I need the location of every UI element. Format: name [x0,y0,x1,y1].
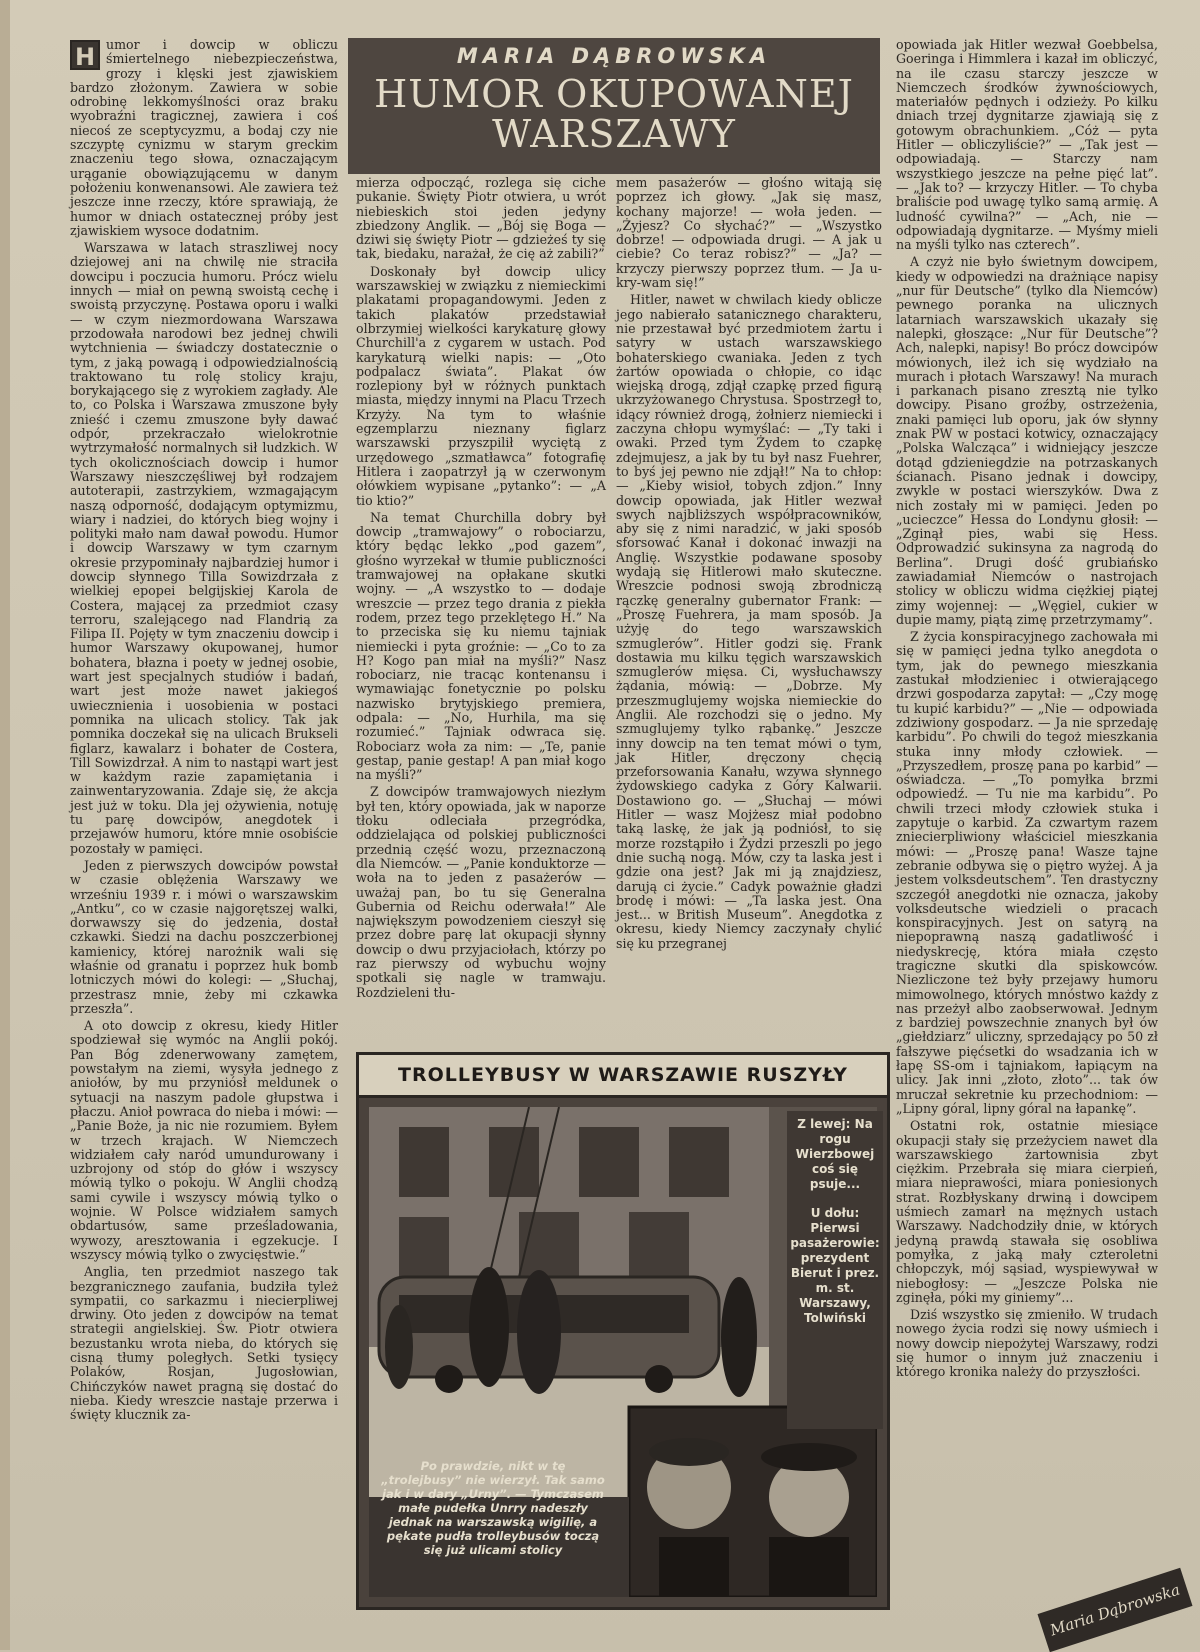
side-caption-1: Z lewej: Na rogu Wierzbowej coś się psuje... [795,1117,875,1191]
mid-a-paragraph-1: mierza odpocząć, rozlega się ciche pukanie. Święty Piotr otwiera, u wrót niebieskich stoi jeden jedyny zbiedzony Anglik. — „Bój się Boga — dziwi się święty Piotr — gdzieżeś ty się tak, biedaku, narażał, że cię aż zabili?” [356,175,606,262]
page-fold-shadow [0,0,10,1650]
middle-column-a [356,176,606,1003]
right-column [896,38,1158,1383]
article-title-line-1: HUMOR OKUPOWANEJ [374,72,854,116]
middle-column-b [616,176,882,954]
author-name: MARIA DĄBROWSKA [456,44,772,68]
bottom-caption: Po prawdzie, nikt w tę „trolejbusy” nie wierzył. Tak samo jak i w dary „Urny”. — Tymczasem małe pudełka Unrry nadeszły jednak na warszawską wigilię, a pękate pudła trolleybusów toczą się już ulicami stolicy [381,1459,605,1557]
article-title [348,74,880,154]
author-signature: Maria Dąbrowska [1037,1568,1192,1652]
side-caption [787,1111,883,1429]
left-paragraph-5: Anglia, ten przedmiot naszego tak bezgranicznego zaufania, budziła tyleż sympatii, co sarkazmu i niecierpliwej drwiny. Oto jeden z dowcipów na temat strategii angielskiej. Św. Piotr otwiera bezustanku wrota nieba, do których się cisną tłumy poległych. Setki tysięcy Polaków, Rosjan, Jugosłowian, Chińczyków nawet pragną się dostać do nieba. Kiedy wreszcie nastaje przerwa i święty klucznik za- [70,1264,338,1423]
article-title-line-2: WARSZAWY [492,112,736,156]
right-paragraph-5: Dziś wszystko się zmieniło. W trudach nowego życia rodzi się nowy uśmiech i nowy dowcip niepożytej Warszawy, rodzi się humor o innym już znaczeniu i którego kronika należy do przyszłości. [896,1307,1158,1380]
left-paragraph-4: A oto dowcip z okresu, kiedy Hitler spodziewał się wymóc na Anglii pokój. Pan Bóg zdenerwowany zamętem, powstałym na ziemi, wysyła jednego z aniołów, by mu przyniósł meldunek o sytuacji na naszym padole głupstwa i płaczu. Anioł powraca do nieba i mówi: — „Panie Boże, ja nic nie rozumiem. Byłem w trzech krajach. W Niemczech widziałem cały naród umundurowany i uzbrojony od stóp do głów i wszyscy mówią tylko o pokoju. W Anglii chodzą sami cywile i wszyscy mówią tylko o wojnie. W Polsce widziałem samych obdartusów, same prześladowania, wywozy, aresztowania i egzekucje. I wszyscy mówią tylko o zwycięstwie.” [70,1018,338,1262]
right-paragraph-2: A czyż nie było świetnym dowcipem, kiedy w odpowiedzi na drażniące napisy „nur für Deutsche” (tylko dla Niemców) pewnego poranka na ulicznych latarniach warszawskich ukazały się nalepki, głoszące: „Nur für Deutsche”? Ach, nalepki, napisy! Bo prócz dowcipów mówionych, ileż ich się wydziało na murach i płotach Warszawy! Na murach i parkanach pisano zresztą nie tylko dowcipy. Pisano groźby, ostrzeżenia, znaki pamięci lub oporu, jak ów słynny znak PW w postaci kotwicy, oznaczający „Polska Walcząca” i widniejący jeszcze dotąd gdzieniegdzie na potrzaskanych ścianach. Pisano jednak i dowcipy, zwykle w postaci wierszyków. Dwa z nich zostały mi w pamięci. Jeden po „ucieczce” Hessa do Londynu głosił: — „Zginął pies, wabi się Hess. Odprowadzić sukinsyna za nagrodą do Berlina”. Drugi dość grubiańsko zawiadamiał Niemców o nastrojach stolicy w obliczu widma ciężkiej piątej zimy wojennej: — „Węgiel, cukier w dupie mamy, piątą zimę przetrzymamy”. [896,254,1158,627]
photo-feature [356,1052,890,1610]
mid-b-paragraph-2: Hitler, nawet w chwilach kiedy oblicze jego nabierało satanicznego charakteru, nie przestawał być przedmiotem żartu i satyry w ustach warszawskiego bohaterskiego cwaniaka. Jeden z tych żartów opowiada o chłopie, co idąc wiejską drogą, zdjął czapkę przed figurą ukrzyżowanego Chrystusa. Spostrzegł to, idący również drogą, żołnierz niemiecki i zaczyna chłopu wymyślać: — „Ty taki i owaki. Przed tym Żydem to czapkę zdejmujesz, a jak by tu był nasz Fuehrer, to byś jej pewno nie zdjął!” Na to chłop: — „Kieby wisioł, tobych zdjon.” Inny dowcip opowiada, jak Hitler wezwał swych najbliższych współpracowników, aby się z nimi naradzić, w jaki sposób sforsować Kanał i dokonać inwazji na Anglię. Wszystkie podawane sposoby wydają się Hitlerowi mało skuteczne. Wreszcie podnosi swoją zbrodniczą rączkę generalny gubernator Frank: — „Proszę Fuehrera, ja mam sposób. Ja użyję do tego warszawskich szmuglerów”. Hitler godzi się. Frank dostawia mu kilku tęgich warszawskich szmuglerów mięsa. Ci, wysłuchawszy żądania, mówią: — „Dobrze. My przeszmuglujemy wojska niemieckie do Anglii. Ale rozchodzi się o jedno. My szmuglujemy tylko rąbankę.” Jeszcze inny dowcip na ten temat mówi o tym, jak Hitler, dręczony chęcią przeforsowania Kanału, wzywa słynnego żydowskiego cadyka z Góry Kalwarii. Dostawiono go. — „Słuchaj — mówi Hitler — wasz Mojżesz miał podobno taką laskę, że jak ją podniósł, to się morze rozstąpiło i Żydzi przeszli po jego dnie suchą nogą. Mów, czy ta laska jest i gdzie ona jest? Jak mi ją znajdziesz, darują ci życie.” Cadyk poważnie gładzi brodę i mówi: — „Ta laska jest. Ona jest... w British Museum”. Anegdotka z okresu, kiedy Niemcy zaczynały chylić się ku przegranej [616,292,882,951]
right-paragraph-3: Z życia konspiracyjnego zachowała mi się w pamięci jedna tylko anegdota o tym, jak do pewnego mieszkania zastukał młodzieniec i otwierającego drzwi gospodarza zapytał: — „Czy mogę tu kupić karbidu?” — „Nie — odpowiada zdziwiony gospodarz. — Ja nie sprzedaję karbidu”. Po chwili do tegoż mieszkania stuka inny młody człowiek. — „Przyszedłem, proszę pana po karbid” — oświadcza. — „To pomyłka brzmi odpowiedź. — Tu nie ma karbidu”. Po chwili trzeci młody człowiek stuka i zapytuje o karbid. Za czwartym razem zniecierpliwiony właściciel mieszkania mówi: — „Proszę pana! Wasze tajne zebranie odbywa się o piętro wyżej. A ja jestem volksdeutschem”. Ten drastyczny szczegół anegdotki nie oznacza, jakoby volksdeutsche wiedzieli o pracach konspiracyjnych. Jest on satyrą na niepoprawną naszą gadatliwość i niedyskrecję, która miała często tragiczne skutki dla spiskowców. Niezliczone też były przejawy humoru mimowolnego, których mnóstwo każdy z nas przeżył albo zaobserwował. Jednym z bardziej powszechnie znanych był ów „giełdziarz” uliczny, sprzedający po 50 zł fałszywe pięćsetki do wsadzania ich w łapę SS-om i tajniakom, łapiącym na ulicy. Jak inni „złoto, złoto”... tak ów mruczał sekretnie ku przechodniom: — „Lipny góral, lipny góral na łapankę”. [896,629,1158,1116]
left-paragraph-1: H umor i dowcip w obliczu śmiertelnego niebezpieczeństwa, grozy i klęski jest zjawiskiem bardzo złożonym. Zawiera w sobie odrobinę lekkomyślności oraz braku wyobraźni tragicznej, zawiera i coś niecoś ze sceptycyzmu, a bodaj czy nie szczyptę cynizmu w starym greckim znaczeniu tego słowa, oznaczającym urąganie obowiązującemu w danym położeniu konwenansowi. Ale zawiera też jeszcze inne rzeczy, które sprawiają, że humor w dniach ostatecznej próby jest zjawiskiem wysoce dodatnim. [70,37,338,238]
right-paragraph-1: opowiada jak Hitler wezwał Goebbelsa, Goeringa i Himmlera i kazał im obliczyć, na ile czasu starczy jeszcze w Niemczech środków żywnościowych, materiałów pędnych i odzieży. Po kilku dniach trzej dygnitarze zjawiają się z gotowym obrachunkiem. „Cóż — pyta Hitler — obliczyliście?” — „Tak jest — odpowiadają. — Starczy nam wszystkiego jeszcze na pełne pięć lat”. — „Jak to? — krzyczy Hitler. — To chyba braliście pod uwagę tylko samą armię. A ludność cywilna?” — „Ach, nie — odpowiadają dygnitarze. — Myśmy mieli na myśli tylko nas czterech”. [896,37,1158,253]
left-paragraph-2: Warszawa w latach straszliwej nocy dziejowej ani na chwilę nie straciła dowcipu i poczucia humoru. Prócz wielu innych — miał on pewną swoistą cechę i swoistą przyczynę. Postawa oporu i walki — w czym niezmordowana Warszawa przodowała narodowi bez jednej chwili wytchnienia — świadczy dostatecznie o tym, z jaką powagą i odpowiedzialnością traktowano tu rolę stolicy kraju, borykającego się z wyrokiem zagłady. Ale to, co Polska i Warszawa zmuszone były znieść i czemu zmuszone były dawać odpór, przekraczało wielokrotnie wytrzymałość normalnych sił ludzkich. W tych okolicznościach dowcip i humor Warszawy nieszczęśliwej był rodzajem autoterapii, zastrzykiem, wzmagającym naszą odporność, dodającym optymizmu, wiary i nadziei, do których bieg wojny i polityki mało nam dawał powodu. Humor i dowcip Warszawy w tym czarnym okresie przypominały najbardziej humor i dowcip słynnego Tilla Sowizdrzała z wielkiej epopei belgijskiej Karola de Costera, mającej za przedmiot czasy terroru, szalejącego nad Flandrią za Filipa II. Pojęty w tym znaczeniu dowcip i humor Warszawy okupowanej, humor bohatera, błazna i poety w jednej osobie, wart jest specjalnych studiów i badań, wart jest może nawet jakiegoś uwiecznienia i uosobienia w postaci pomnika na ulicach stolicy. Tak jak pomnika doczekał się na ulicach Brukseli figlarz, kawalarz i bohater de Costera, Till Sowizdrzał. A nim to nastąpi wart jest w każdym razie zapamiętania i zainwentaryzowania. Zdaje się, że akcja jest już w toku. Dla jej ożywienia, notuję tu parę dowcipów, anegdotek i przejawów humoru, które mnie osobiście pozostały w pamięci. [70,240,338,856]
side-caption-2: U dołu: Pierwsi pasażerowie: prezydent Bierut i prez. m. st. Warszawy, Tolwiński [790,1206,880,1325]
left-paragraph-3: Jeden z pierwszych dowcipów powstał w czasie oblężenia Warszawy we wrześniu 1939 r. i mówi o warszawskim „Antku”, co w czasie najgorętszej walki, dorwawszy się do jedzenia, dostał czkawki. Siedzi na dachu poszczerbionej kamienicy, której narożnik wali się właśnie od granatu i poprzez huk bomb lotniczych mówi do kolegi: — „Słuchaj, przestrasz mnie, żeby mi czkawka przeszła”. [70,857,338,1016]
mid-a-paragraph-2: Doskonały był dowcip ulicy warszawskiej w związku z niemieckimi plakatami propagandowymi. Jeden z takich plakatów przedstawiał olbrzymiej wielkości karykaturę głowy Churchill'a z cygarem w ustach. Pod karykaturą wielki napis: — „Oto podpalacz świata”. Plakat ów rozlepiony był w różnych punktach miasta, między innymi na Placu Trzech Krzyży. Na tym to właśnie egzemplarzu nieznany figlarz warszawski przyszpilił wyciętą z urzędowego „szmatławca” fotografię Hitlera i zaopatrzył ją w czerwonym ołówkiem wypisane „pytanko”: — „A tio ktio?” [356,263,606,508]
mid-b-paragraph-1: mem pasażerów — głośno witają się poprzez ich głowy. „Jak się masz, kochany majorze! — woła jeden. — „Żyjesz? Co słychać?” — „Wszystko dobrze! — odpowiada drugi. — A jak u ciebie? Co teraz robisz?” — „Ja? — krzyczy pierwszy poprzez tłum. — Ja u-kry-wam się!” [616,175,882,291]
article-header [348,38,880,174]
left-column [70,38,338,1426]
right-paragraph-4: Ostatni rok, ostatnie miesiące okupacji stały się przeżyciem nawet dla warszawskiego żartownisia zbyt ciężkim. Przebrała się miara cierpień, miara nieprawości, miara poniesionych strat. Rozbłyskany drwiną i dowcipem uśmiech zamarł na mężnych ustach Warszawy. Nadchodziły dnie, w których jedyną prawdą stawała się osobliwa pomyłka, z jaką mały czteroletni chłopczyk, mój sąsiad, wyspiewywał w niebogłosy: — „Jeszcze Polska nie zginęła, póki my giniemy”... [896,1118,1158,1305]
mid-a-paragraph-3: Na temat Churchilla dobry był dowcip „tramwajowy” o robociarzu, który będąc lekko „pod gazem”, głośno wyrzekał w tłumie publiczności tramwajowej na opłakane skutki wojny. — „A wszystko to — dodaje wreszcie — przez tego drania z piekła rodem, przez tego przeklętego H.” Na to przeciska się ku niemu tajniak niemiecki i pyta groźnie: — „Co to za H? Kogo pan miał na myśli?” Nasz robociarz, nie tracąc kontenansu i wymawiając fonetycznie po polsku nazwisko brytyjskiego premiera, odpala: — „No, Hurhila, ma się rozumieć.” Tajniak odwraca się. Robociarz woła za nim: — „Te, panie gestap, panie gestap! A pan miał kogo na myśli?” [356,509,606,783]
photo-headline: TROLLEYBUSY W WARSZAWIE RUSZYŁY [359,1055,887,1098]
mid-a-paragraph-4: Z dowcipów tramwajowych niezłym był ten, który opowiada, jak w naporze tłoku odleciała przegródka, oddzielająca od polskiej publiczności przednią część wozu, przeznaczoną dla Niemców. — „Panie konduktorze — woła na to jeden z pasażerów — uważaj pan, bo tu się Generalna Gubernia od Reichu oderwała!” Ale największym powodzeniem cieszył się przez dobre parę lat okupacji słynny dowcip o dwu przyjaciołach, którzy po raz pierwszy od wybuchu wojny spotkali się nagle w tramwaju. Rozdzieleni tłu- [356,784,606,1000]
drop-cap: H [70,40,100,70]
